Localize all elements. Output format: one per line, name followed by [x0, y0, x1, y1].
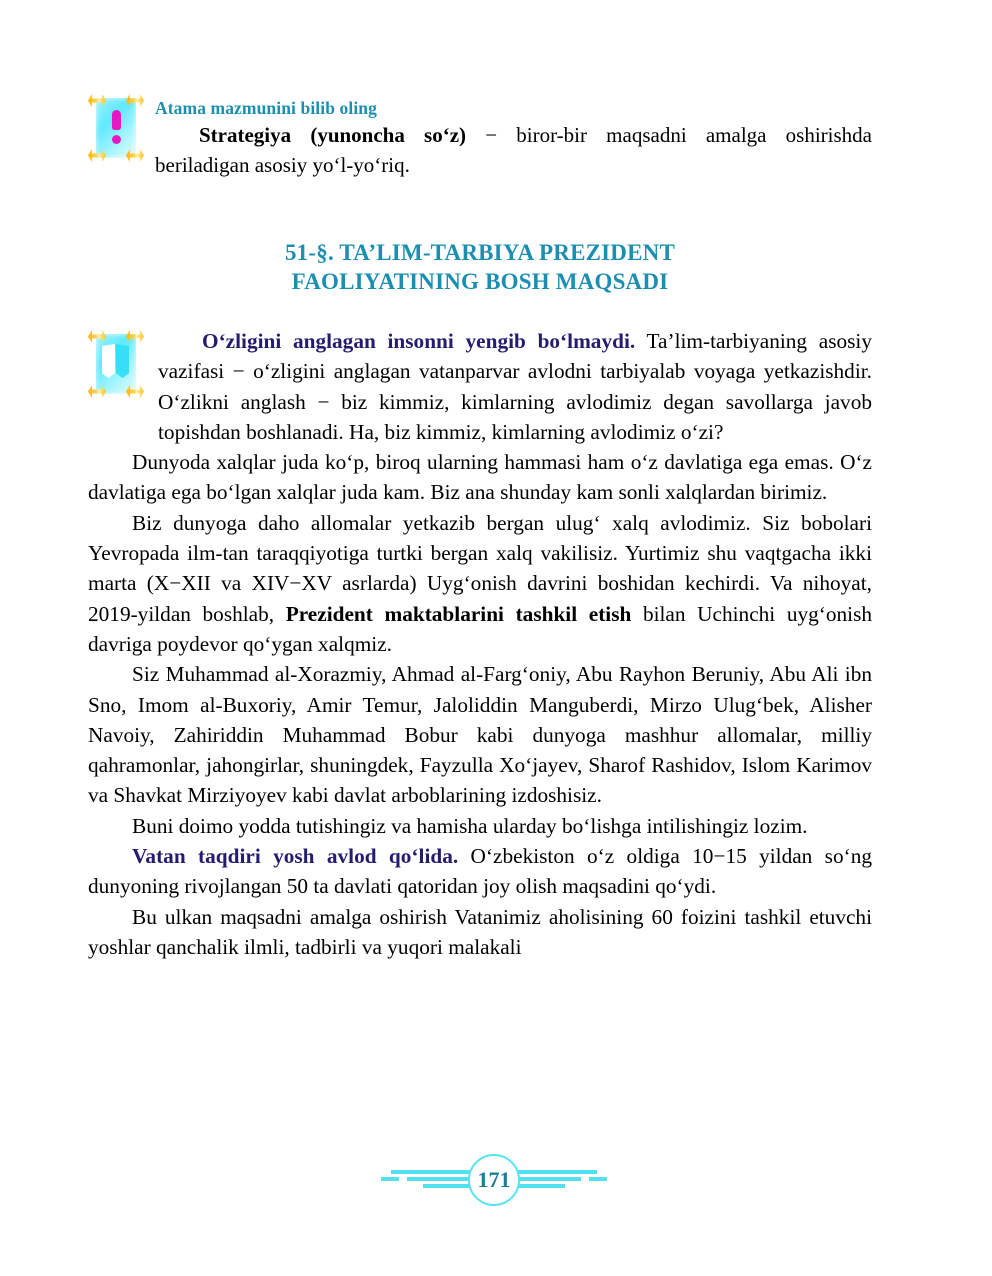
exclamation-dot [112, 135, 121, 144]
folio-wing-left-4 [381, 1177, 399, 1181]
paragraph-5: Buni doimo yodda tutishingiz va hamisha ularday bo‘lishga intilishingiz lozim. [132, 813, 808, 838]
paragraph-7: Bu ulkan maqsadni amalga oshirish Vatanimiz aholisining 60 foizini tashkil etuvchi yoshlar qanchalik ilmli, tadbirli va yuqori malakali [88, 904, 872, 959]
paragraph-1-lead: O‘zligini anglagan insonni yengib bo‘lmaydi. [202, 329, 636, 353]
term-box-heading: Atama mazmunini bilib oling [155, 98, 377, 118]
exclamation-bar [112, 110, 121, 130]
paragraph-6-lead: Vatan taqdiri yosh avlod qo‘lida. [132, 844, 459, 869]
book-right-leaf [116, 344, 129, 378]
section-title-line-2: FAOLIYATINING BOSH MAQSADI [291, 269, 669, 294]
paragraph-1-text: Ta’lim-tarbiyaning asosiy vazifasi − o‘zligini anglagan vatanparvar avlodni tarbiyalab voyaga yetkazishdir. O‘zlikni anglash − biz kimmiz, kimlarning avlodimiz degan savollarga javob topishdan boshlanadi. Ha, biz kimmiz, kimlarning avlodimiz o‘zi? [158, 329, 873, 444]
term-definition-block [88, 92, 872, 180]
section-title [88, 238, 872, 296]
term-word: Strategiya (yunoncha so‘z) [199, 123, 467, 147]
folio-ornament [381, 1150, 611, 1210]
folio-wing-right-4 [589, 1177, 607, 1181]
paragraph-3-text-a: Biz dunyoga daho allomalar yetkazib bergan ulug‘ xalq avlodimiz. Siz bobolari Yevropada ilm-tan taraqqiyotiga turtki bergan xalq vakilisiz. Yurtimiz shu vaqtgacha ikki marta (X−XII va XIV−XV asrlarda) Uyg‘onish davrini boshidan kechirdi. Va nihoyat, 2019-yildan boshlab, [88, 510, 872, 626]
term-definition-text: − biror-bir maqsadni amalga oshirishda beriladigan asosiy yo‘l-yo‘riq. [155, 123, 873, 177]
book-left-leaf [102, 344, 115, 378]
paragraph-3 [88, 508, 872, 659]
exclamation-plate-icon [88, 92, 144, 164]
section-title-line-1: 51-§. TA’LIM-TARBIYA PREZIDENT [284, 240, 676, 265]
page-footer [0, 1150, 992, 1220]
paragraph-3-text-b: bilan Uchinchi uyg‘onish davriga poydevor qo‘ygan xalqmiz. [88, 601, 873, 656]
paragraph-6 [88, 841, 872, 902]
paragraph-4: Siz Muhammad al-Xorazmiy, Ahmad al-Farg‘oniy, Abu Rayhon Beruniy, Abu Ali ibn Sno, Imom al-Buxoriy, Amir Temur, Jaloliddin Manguberdi, Mirzo Ulug‘bek, Alisher Navoiy, Zahiriddin Muhammad Bobur kabi dunyoga mashhur allomalar, milliy qahramonlar, jahongirlar, shuningdek, Fayzulla Xo‘jayev, Sharof Rashidov, Islom Karimov va Shavkat Mirziyoyev kabi davlat arboblarining izdoshisiz. [88, 662, 872, 808]
paragraph-6-text: O‘zbekiston o‘z oldiga 10−15 yildan so‘ng dunyoning rivojlangan 50 ta davlati qatoridan joy olish maqsadini qo‘ydi. [88, 844, 873, 899]
exclamation-glyph [112, 110, 121, 144]
open-book-glyph [102, 344, 130, 378]
paragraph-2: Dunyoda xalqlar juda ko‘p, biroq ularning hammasi ham o‘z davlatiga ega emas. O‘z davlatiga ega bo‘lgan xalqlar juda kam. Biz ana shunday kam sonli xalqlardan birimiz. [88, 450, 872, 505]
paragraph-1 [88, 326, 872, 447]
article-body [88, 326, 872, 962]
open-book-plate-icon [88, 328, 144, 400]
paragraph-3-emphasis: Prezident maktablarini tashkil etish [285, 601, 632, 626]
page-number: 171 [477, 1167, 511, 1192]
